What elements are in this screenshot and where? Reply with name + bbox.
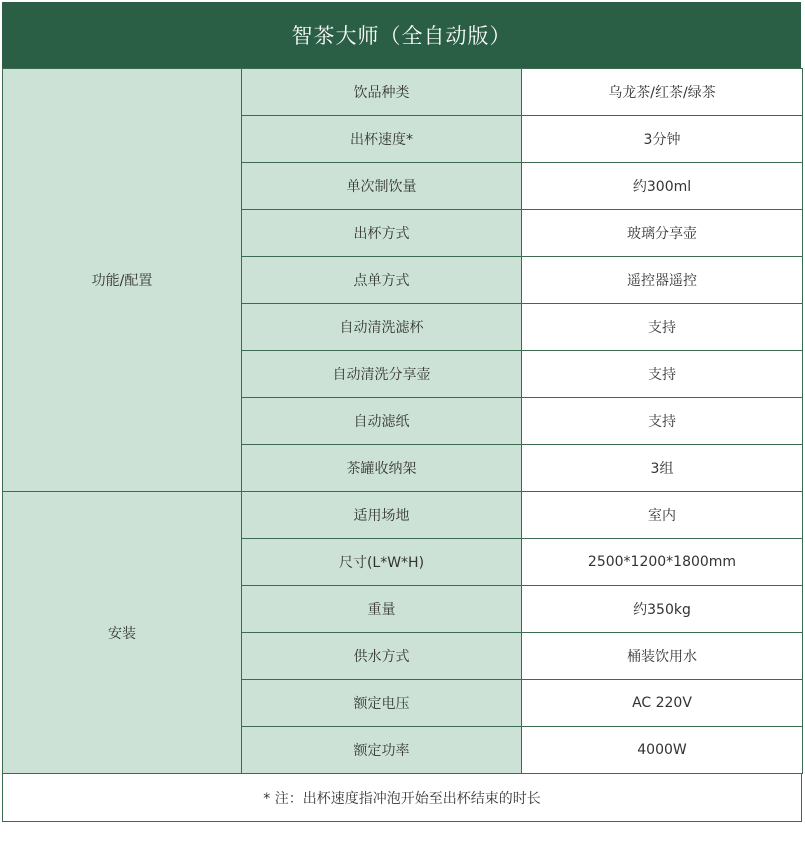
spec-label: 自动清洗分享壶 (242, 351, 522, 398)
spec-value: 乌龙茶/红茶/绿茶 (522, 69, 803, 116)
spec-label: 茶罐收纳架 (242, 445, 522, 492)
page-title: 智茶大师（全自动版） (2, 2, 801, 68)
spec-value: 3分钟 (522, 116, 803, 163)
spec-label: 重量 (242, 586, 522, 633)
spec-value: 玻璃分享壶 (522, 210, 803, 257)
spec-sheet (2, 2, 801, 822)
spec-label: 出杯方式 (242, 210, 522, 257)
spec-label: 额定功率 (242, 727, 522, 774)
spec-label: 点单方式 (242, 257, 522, 304)
spec-label: 自动滤纸 (242, 398, 522, 445)
group-label-installation: 安装 (3, 492, 242, 774)
spec-value: 遥控器遥控 (522, 257, 803, 304)
spec-label: 出杯速度* (242, 116, 522, 163)
table-row (3, 492, 803, 539)
spec-value: 室内 (522, 492, 803, 539)
spec-label: 单次制饮量 (242, 163, 522, 210)
spec-label: 饮品种类 (242, 69, 522, 116)
spec-value: 支持 (522, 398, 803, 445)
spec-label: 额定电压 (242, 680, 522, 727)
spec-label: 适用场地 (242, 492, 522, 539)
spec-value: 4000W (522, 727, 803, 774)
table-row (3, 69, 803, 116)
spec-value: 支持 (522, 351, 803, 398)
footnote: * 注：出杯速度指冲泡开始至出杯结束的时长 (2, 774, 802, 822)
spec-value: AC 220V (522, 680, 803, 727)
spec-value: 约300ml (522, 163, 803, 210)
spec-label: 尺寸(L*W*H) (242, 539, 522, 586)
spec-value: 3组 (522, 445, 803, 492)
spec-value: 支持 (522, 304, 803, 351)
spec-value: 约350kg (522, 586, 803, 633)
spec-value: 桶装饮用水 (522, 633, 803, 680)
spec-value: 2500*1200*1800mm (522, 539, 803, 586)
spec-table (2, 68, 803, 774)
spec-label: 自动清洗滤杯 (242, 304, 522, 351)
spec-label: 供水方式 (242, 633, 522, 680)
group-label-function: 功能/配置 (3, 69, 242, 492)
